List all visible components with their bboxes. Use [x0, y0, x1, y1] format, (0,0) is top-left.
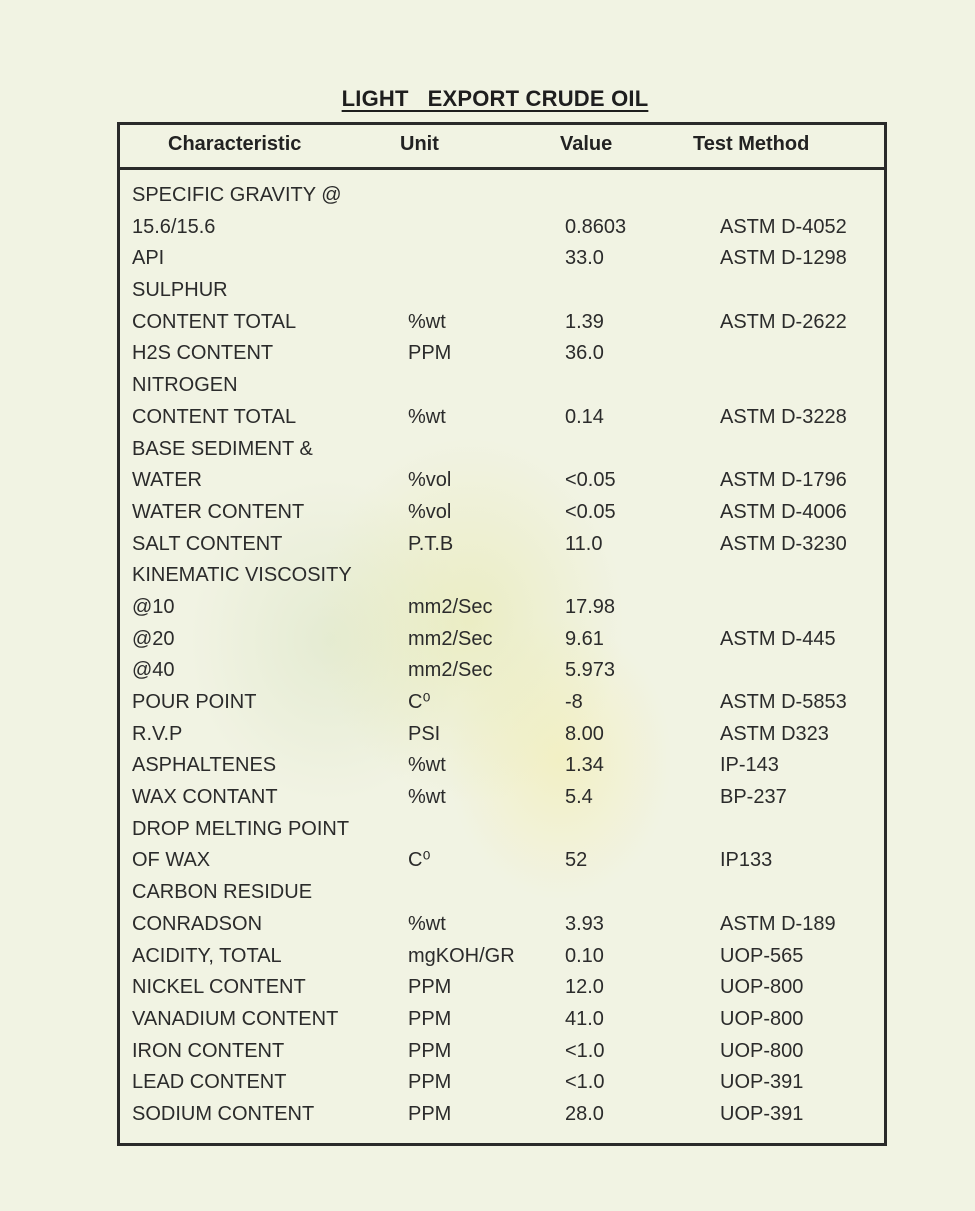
cell-characteristic: CONTENT TOTAL [132, 310, 297, 333]
cell-unit: P.T.B [408, 532, 454, 555]
cell-value: 28.0 [565, 1102, 604, 1125]
table-row [120, 782, 884, 814]
cell-unit: PSI [408, 722, 441, 745]
cell-unit: %vol [408, 469, 452, 492]
table-row [120, 212, 884, 244]
cell-characteristic: SODIUM CONTENT [132, 1102, 315, 1125]
cell-characteristic: @10 [132, 595, 175, 618]
table-row [120, 560, 884, 592]
cell-characteristic: LEAD CONTENT [132, 1071, 287, 1094]
cell-characteristic: POUR POINT [132, 691, 257, 713]
cell-value: 12.0 [565, 976, 604, 999]
cell-test-method: ASTM D-445 [720, 627, 836, 650]
cell-test-method: ASTM D-4006 [720, 500, 847, 523]
cell-characteristic: NICKEL CONTENT [132, 976, 306, 999]
cell-value: <1.0 [565, 1071, 605, 1094]
table-row [120, 655, 884, 687]
cell-unit: PPM [408, 342, 452, 365]
table-row [120, 1099, 884, 1131]
cell-value: 0.14 [565, 405, 604, 428]
table-row [120, 624, 884, 656]
cell-value: 8.00 [565, 722, 604, 745]
cell-unit: %wt [408, 912, 446, 935]
cell-test-method: ASTM D-189 [720, 912, 836, 935]
table-header-row [120, 125, 884, 170]
cell-test-method: UOP-391 [720, 1102, 804, 1125]
cell-value: <0.05 [565, 469, 616, 492]
cell-characteristic: WATER [132, 469, 202, 492]
cell-characteristic: CONTENT TOTAL [132, 405, 297, 428]
cell-characteristic: BASE SEDIMENT & [132, 437, 313, 460]
cell-characteristic: SPECIFIC GRAVITY @ [132, 184, 342, 206]
cell-value: -8 [565, 691, 583, 713]
table-row [120, 275, 884, 307]
cell-value: 1.39 [565, 310, 604, 333]
cell-test-method: IP133 [720, 849, 773, 872]
cell-characteristic: NITROGEN [132, 374, 238, 397]
cell-value: <1.0 [565, 1039, 605, 1062]
document-title: LIGHT EXPORT CRUDE OIL [341, 86, 649, 111]
cell-unit: %wt [408, 405, 446, 428]
cell-unit: PPM [408, 1007, 452, 1030]
header-value: Value [560, 133, 613, 155]
table-row [120, 529, 884, 561]
table-row [120, 814, 884, 846]
cell-value: 0.8603 [565, 215, 627, 238]
cell-value: 9.61 [565, 627, 604, 650]
cell-value: <0.05 [565, 500, 616, 523]
cell-characteristic: VANADIUM CONTENT [132, 1007, 339, 1030]
cell-test-method: BP-237 [720, 786, 787, 809]
cell-test-method: ASTM D-5853 [720, 691, 847, 713]
cell-characteristic: ACIDITY, TOTAL [132, 944, 282, 967]
table-row [120, 1067, 884, 1099]
table-row [120, 750, 884, 782]
cell-characteristic: WAX CONTANT [132, 786, 278, 809]
header-unit: Unit [400, 133, 439, 155]
cell-value: 41.0 [565, 1007, 604, 1030]
table-row [120, 370, 884, 402]
cell-value: 1.34 [565, 754, 604, 777]
table-row [120, 909, 884, 941]
table-row [120, 972, 884, 1004]
table-row [120, 338, 884, 370]
cell-unit: PPM [408, 1039, 452, 1062]
cell-characteristic: DROP MELTING POINT [132, 817, 350, 840]
header-test-method: Test Method [693, 133, 810, 155]
cell-value: 5.4 [565, 786, 593, 809]
table-row [120, 592, 884, 624]
cell-characteristic: SULPHUR [132, 279, 228, 302]
cell-characteristic: H2S CONTENT [132, 342, 274, 365]
cell-characteristic: WATER CONTENT [132, 500, 305, 523]
cell-test-method: UOP-800 [720, 1007, 804, 1030]
cell-characteristic: R.V.P [132, 722, 183, 745]
cell-unit: %wt [408, 786, 446, 809]
cell-unit: mm2/Sec [408, 595, 493, 618]
cell-unit: PPM [408, 1071, 452, 1094]
table-row [120, 1036, 884, 1068]
cell-value: 3.93 [565, 912, 604, 935]
table-row [120, 497, 884, 529]
cell-characteristic: OF WAX [132, 849, 211, 872]
cell-characteristic: API [132, 247, 165, 270]
table-body [120, 180, 884, 1131]
cell-value: 17.98 [565, 595, 616, 618]
cell-unit: mm2/Sec [408, 627, 493, 650]
cell-value: 36.0 [565, 342, 604, 365]
cell-unit: %wt [408, 754, 446, 777]
cell-unit: %wt [408, 310, 446, 333]
cell-test-method: ASTM D-1298 [720, 247, 847, 270]
cell-test-method: ASTM D-4052 [720, 215, 847, 238]
cell-value: 33.0 [565, 247, 604, 270]
cell-unit: %vol [408, 500, 452, 523]
crude-oil-spec-table [117, 122, 887, 1146]
cell-test-method: ASTM D323 [720, 722, 829, 745]
table-row [120, 941, 884, 973]
cell-unit: PPM [408, 976, 452, 999]
cell-characteristic: CONRADSON [132, 912, 263, 935]
cell-characteristic: KINEMATIC VISCOSITY [132, 564, 352, 587]
table-row [120, 465, 884, 497]
header-characteristic: Characteristic [168, 133, 302, 155]
cell-test-method: ASTM D-3228 [720, 405, 847, 428]
cell-test-method: ASTM D-2622 [720, 310, 847, 333]
cell-test-method: UOP-391 [720, 1071, 804, 1094]
cell-characteristic: SALT CONTENT [132, 532, 283, 555]
table-row [120, 307, 884, 339]
cell-characteristic: @20 [132, 627, 175, 650]
cell-unit: C⁰ [408, 849, 431, 872]
table-row [120, 687, 884, 719]
cell-test-method: UOP-800 [720, 1039, 804, 1062]
table-row [120, 402, 884, 434]
cell-test-method: UOP-565 [720, 944, 804, 967]
cell-characteristic: ASPHALTENES [132, 754, 277, 777]
table-row [120, 243, 884, 275]
cell-unit: mm2/Sec [408, 659, 493, 682]
table-row [120, 719, 884, 751]
cell-unit: mgKOH/GR [408, 944, 515, 967]
cell-value: 52 [565, 849, 588, 872]
cell-value: 5.973 [565, 659, 616, 682]
cell-test-method: IP-143 [720, 754, 779, 777]
cell-test-method: ASTM D-3230 [720, 532, 847, 555]
table-row [120, 877, 884, 909]
table-row [120, 1004, 884, 1036]
table-row [120, 180, 884, 212]
cell-value: 11.0 [565, 532, 603, 555]
cell-characteristic: 15.6/15.6 [132, 215, 216, 238]
table-row [120, 434, 884, 466]
cell-unit: PPM [408, 1102, 452, 1125]
table-row [120, 845, 884, 877]
cell-test-method: UOP-800 [720, 976, 804, 999]
cell-value: 0.10 [565, 944, 604, 967]
cell-characteristic: CARBON RESIDUE [132, 881, 313, 904]
cell-characteristic: @40 [132, 659, 175, 682]
cell-unit: C⁰ [408, 691, 431, 713]
cell-characteristic: IRON CONTENT [132, 1039, 285, 1062]
cell-test-method: ASTM D-1796 [720, 469, 847, 492]
